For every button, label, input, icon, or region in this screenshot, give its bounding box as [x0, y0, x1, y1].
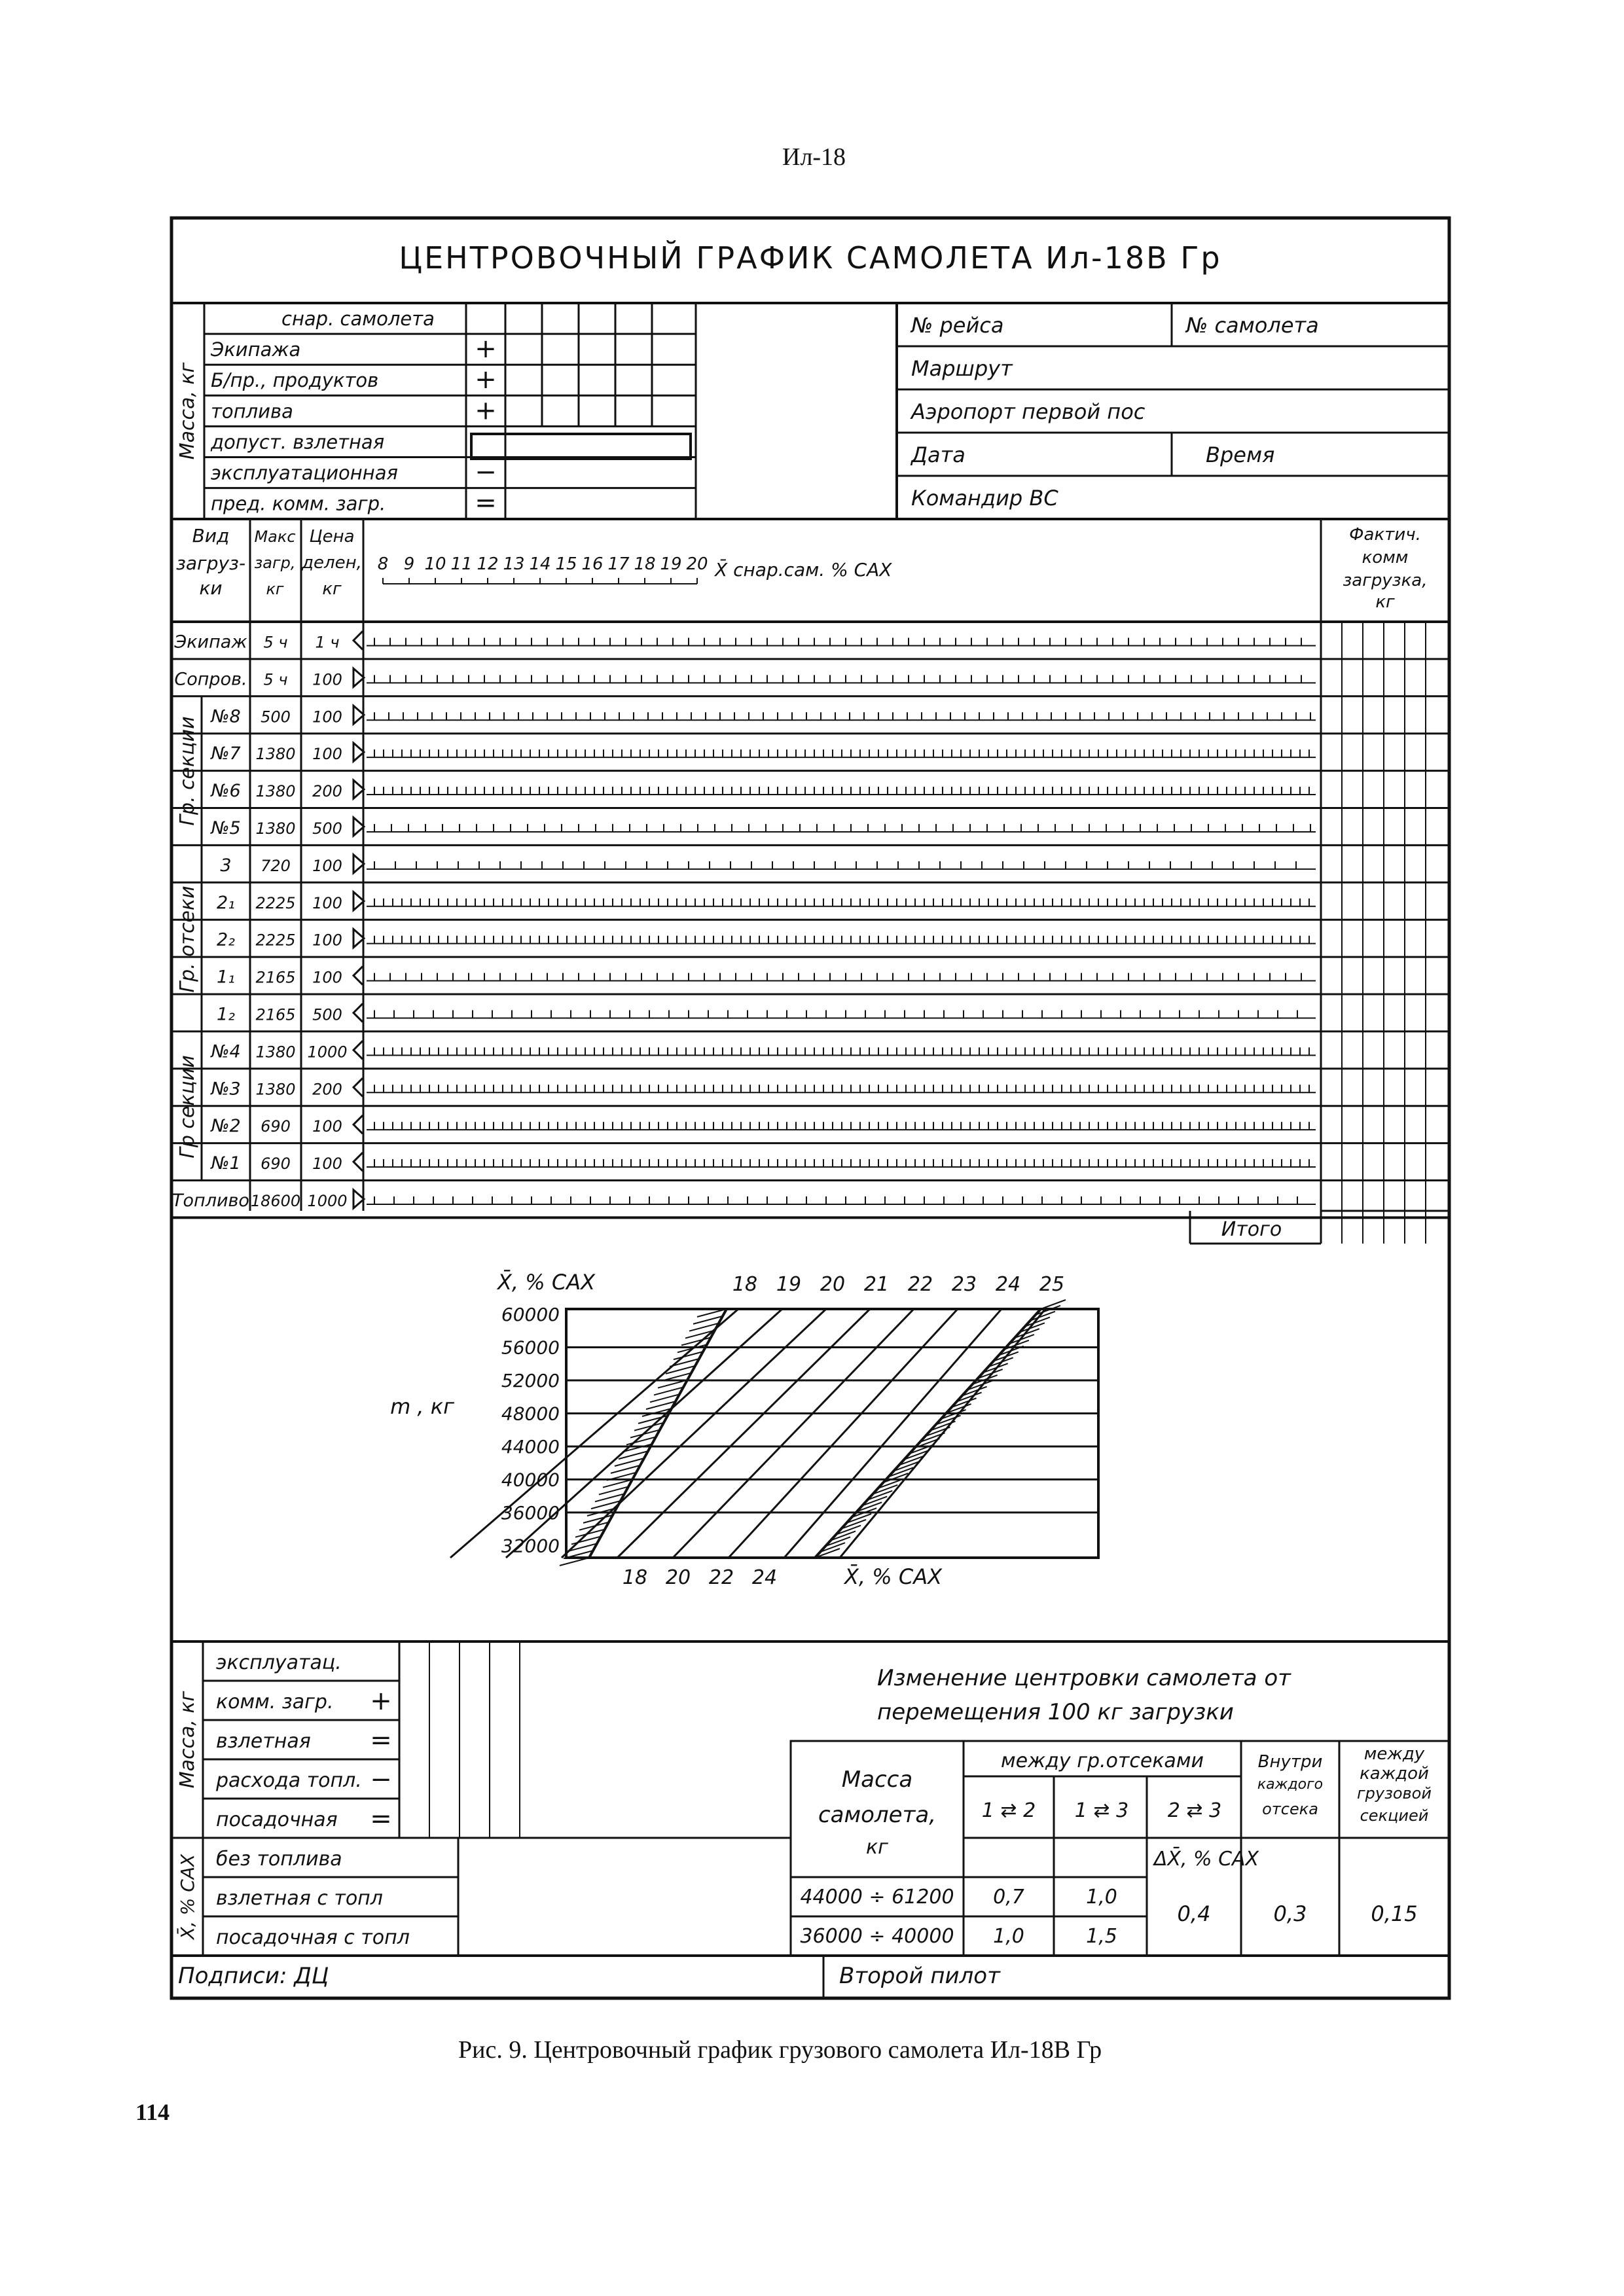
scale-number: 11 [450, 554, 473, 574]
load-row-max: 1380 [255, 819, 296, 838]
change-table-inside-header: каждого [1257, 1776, 1324, 1793]
mass-row-label: допуст. взлетная [211, 431, 385, 454]
load-row-name: №8 [211, 706, 241, 727]
nomogram-top-tick: 19 [776, 1273, 802, 1296]
change-table-col: 2 ⇄ 3 [1167, 1799, 1222, 1822]
mass-row-label: эксплуатационная [211, 461, 398, 484]
division-price-header: Цена [309, 527, 355, 547]
nomogram-y-tick: 36000 [501, 1501, 560, 1524]
change-table-value-1-2: 0,7 [993, 1886, 1024, 1909]
nomogram-y-tick: 52000 [501, 1369, 560, 1391]
figure-caption: Рис. 9. Центровочный график грузового самолета Ил-18В Гр [458, 2036, 1102, 2064]
actual-load-header: Фактич. [1349, 525, 1421, 545]
nomogram-bottom-tick: 18 [622, 1566, 648, 1589]
aircraft-number-field: № самолета [1186, 313, 1319, 338]
cg-row-label: посадочная с топл [216, 1926, 410, 1949]
change-table-sections-header: каждой [1360, 1764, 1429, 1784]
move-left-arrow [353, 631, 363, 649]
page-number: 114 [135, 2099, 170, 2125]
commander-field: Командир ВС [911, 486, 1058, 511]
change-table-value-1-2: 1,0 [993, 1925, 1024, 1948]
load-kind-header: ки [199, 577, 223, 599]
load-row-name: 1₂ [216, 1004, 236, 1025]
group-label-compartments: Гр. отсеки [176, 886, 199, 993]
load-row-division: 1000 [307, 1191, 348, 1210]
load-row-division: 100 [312, 931, 342, 950]
load-row-name: 1₁ [216, 967, 236, 988]
division-price-header: кг [322, 579, 342, 599]
change-table-value-1-3: 1,5 [1086, 1925, 1117, 1948]
mass-row-sign: + [475, 365, 497, 395]
center-change-title: Изменение центровки самолета от [877, 1665, 1291, 1691]
change-table-mass-header: Масса [841, 1767, 913, 1793]
load-kind-header: Вид [192, 525, 230, 547]
load-row-name: 3 [220, 855, 232, 876]
change-table-col: 1 ⇄ 3 [1074, 1799, 1129, 1822]
load-row-division: 500 [312, 819, 342, 838]
move-left-arrow [353, 1153, 363, 1171]
load-row-division: 500 [312, 1005, 342, 1024]
load-row-division: 100 [312, 1117, 342, 1136]
change-table-unit: ΔX̄, % САХ [1153, 1848, 1259, 1871]
nomogram-top-tick: 25 [1039, 1273, 1065, 1296]
load-row-division: 100 [312, 670, 342, 689]
bottom-mass-row-label: посадочная [216, 1808, 338, 1831]
nomogram-y-tick: 40000 [501, 1469, 560, 1491]
signatures-field: Подписи: ДЦ [178, 1963, 329, 1989]
load-row-max: 1380 [255, 1080, 296, 1099]
load-row-division: 100 [312, 1155, 342, 1174]
move-left-arrow [353, 967, 363, 985]
load-row-division: 100 [312, 856, 342, 875]
move-left-arrow [353, 1078, 363, 1096]
mass-row-label: Б/пр., продуктов [211, 369, 379, 392]
load-row-name: 2₂ [216, 929, 236, 950]
mass-row-sign: + [475, 395, 497, 426]
change-table-between-header: между гр.отсеками [1001, 1749, 1204, 1772]
mass-row-label: топлива [211, 400, 293, 423]
scale-number: 10 [424, 554, 446, 574]
scale-number: 12 [477, 554, 499, 574]
cg-row-label: без топлива [216, 1848, 342, 1871]
load-row-name: Сопров. [174, 669, 247, 690]
scale-number: 20 [686, 554, 708, 574]
load-row-max: 2165 [255, 1005, 296, 1024]
load-row-division: 1 ч [315, 633, 340, 652]
flight-number-field: № рейса [911, 313, 1004, 338]
nomogram-mass-label: m , кг [390, 1394, 454, 1419]
load-row-name: Топливо [172, 1190, 249, 1211]
load-row-max: 5 ч [263, 633, 288, 652]
load-row-max: 2165 [255, 968, 296, 987]
bottom-mass-row-label: эксплуатац. [216, 1651, 342, 1674]
load-row-max: 690 [261, 1117, 291, 1136]
load-row-name: 2₁ [216, 892, 236, 913]
max-load-header: Макс [254, 528, 296, 546]
load-row-division: 200 [312, 782, 342, 801]
scale-number: 18 [634, 554, 656, 574]
document-code: Ил-18 [782, 143, 846, 171]
load-row-max: 720 [261, 856, 291, 875]
actual-load-header: загрузка, [1343, 571, 1428, 590]
change-table-value-inside: 0,3 [1273, 1901, 1307, 1926]
load-row-max: 690 [261, 1155, 291, 1174]
actual-load-header: комм [1362, 548, 1409, 567]
total-label: Итого [1221, 1218, 1282, 1241]
nomogram-top-tick: 23 [951, 1273, 977, 1296]
bottom-mass-row-sign: − [370, 1765, 392, 1795]
nomogram-y-tick: 44000 [501, 1435, 560, 1458]
copilot-field: Второй пилот [839, 1963, 1000, 1989]
load-row-max: 1380 [255, 1043, 296, 1062]
max-load-header: кг [266, 580, 284, 598]
load-row-max: 1380 [255, 782, 296, 801]
nomogram-top-tick: 22 [907, 1273, 933, 1296]
nomogram-bottom-axis-title: X̄, % САХ [844, 1564, 942, 1589]
group-label-sections-rear: Гр. секции [176, 716, 199, 826]
load-row-name: №2 [211, 1116, 241, 1137]
load-row-name: №5 [211, 817, 241, 838]
bottom-mass-row-sign: = [370, 1804, 392, 1834]
move-left-arrow [353, 1115, 363, 1134]
change-table-mass-range: 44000 ÷ 61200 [800, 1886, 954, 1909]
scale-number: 16 [581, 554, 604, 574]
nomogram-y-tick: 48000 [501, 1403, 560, 1425]
mass-row-sign: = [475, 488, 497, 518]
load-row-max: 18600 [250, 1191, 301, 1210]
load-row-name: №4 [211, 1041, 241, 1062]
center-change-title: перемещения 100 кг загрузки [877, 1699, 1234, 1725]
form-title: ЦЕНТРОВОЧНЫЙ ГРАФИК САМОЛЕТА Ил-18В Гр [399, 240, 1222, 276]
nomogram-y-tick: 60000 [501, 1304, 560, 1325]
scale-number: 13 [503, 554, 525, 574]
load-row-max: 5 ч [263, 670, 288, 689]
scale-number: 15 [555, 554, 577, 574]
time-field: Время [1206, 442, 1275, 467]
bottom-mass-row-label: взлетная [216, 1730, 311, 1753]
change-table-value-sections: 0,15 [1371, 1901, 1418, 1926]
route-field: Маршрут [911, 356, 1013, 381]
nomogram-top-tick: 24 [995, 1273, 1021, 1296]
bottom-mass-row-label: комм. загр. [216, 1691, 334, 1713]
change-table-col: 1 ⇄ 2 [981, 1799, 1036, 1822]
bottom-mass-section-label: Масса, кг [176, 1691, 199, 1789]
group-label-sections-front: Гр секции [176, 1055, 199, 1158]
scale-number: 9 [403, 554, 415, 574]
load-row-name: №6 [211, 781, 241, 802]
division-price-header: делен, [302, 553, 362, 573]
load-row-max: 2225 [255, 893, 296, 912]
scale-label: X̄ снар.сам. % САХ [715, 559, 892, 581]
change-table-inside-header: отсека [1262, 1800, 1318, 1818]
change-table-sections-header: секцией [1360, 1806, 1429, 1825]
mass-row-label: пред. комм. загр. [211, 492, 386, 515]
load-row-division: 100 [312, 968, 342, 987]
load-row-name: №1 [211, 1153, 241, 1174]
load-row-division: 200 [312, 1080, 342, 1099]
change-table-sections-header: грузовой [1357, 1784, 1432, 1803]
scale-number: 19 [660, 554, 682, 574]
max-load-header: загр, [254, 554, 296, 572]
load-kind-header: загруз- [175, 552, 246, 574]
nomogram-y-tick: 32000 [501, 1535, 560, 1557]
nomogram-top-axis-title: X̄, % САХ [497, 1270, 595, 1295]
mass-section-label: Масса, кг [176, 362, 199, 460]
date-field: Дата [911, 442, 965, 467]
bottom-mass-row-sign: = [370, 1725, 392, 1755]
first-landing-airport-field: Аэропорт первой пос [911, 399, 1146, 424]
nomogram-top-tick: 18 [732, 1273, 758, 1296]
bottom-cg-section-label: X̄, % САХ [177, 1854, 198, 1940]
nomogram-bottom-tick: 20 [665, 1566, 691, 1589]
load-row-name: №7 [211, 744, 241, 764]
change-table-value-1-3: 1,0 [1086, 1886, 1117, 1909]
move-left-arrow [353, 1041, 363, 1059]
scale-number: 17 [607, 554, 630, 574]
load-row-division: 100 [312, 893, 342, 912]
bottom-mass-row-label: расхода топл. [216, 1769, 362, 1792]
load-row-max: 2225 [255, 931, 296, 950]
change-table-mass-range: 36000 ÷ 40000 [800, 1925, 954, 1948]
change-table-mass-header: кг [866, 1836, 888, 1859]
nomogram-y-tick: 56000 [501, 1336, 560, 1359]
scale-number: 8 [377, 554, 389, 574]
mass-row-label: снар. самолета [281, 308, 435, 330]
load-row-max: 500 [261, 708, 291, 726]
change-table-mass-header: самолета, [818, 1802, 937, 1828]
load-row-division: 100 [312, 708, 342, 726]
mass-row-sign: + [475, 334, 497, 365]
load-row-name: №3 [211, 1079, 241, 1100]
bottom-mass-row-sign: + [370, 1686, 392, 1716]
move-left-arrow [353, 1003, 363, 1022]
load-row-max: 1380 [255, 745, 296, 764]
nomogram-bottom-tick: 22 [708, 1566, 734, 1589]
load-row-division: 100 [312, 745, 342, 764]
load-row-name: Экипаж [174, 632, 247, 653]
nomogram-bottom-tick: 24 [751, 1566, 778, 1589]
load-row-division: 1000 [307, 1043, 348, 1062]
scale-number: 14 [529, 554, 551, 574]
actual-load-header: кг [1375, 592, 1395, 612]
change-table-inside-header: Внутри [1257, 1752, 1323, 1772]
change-table-sections-header: между [1363, 1744, 1425, 1764]
change-table-value-2-3: 0,4 [1177, 1901, 1211, 1926]
mass-row-sign: − [475, 457, 497, 488]
nomogram-top-tick: 21 [863, 1273, 890, 1296]
nomogram-top-tick: 20 [820, 1273, 846, 1296]
cg-row-label: взлетная с топл [216, 1887, 383, 1910]
mass-row-label: Экипажа [211, 338, 301, 361]
